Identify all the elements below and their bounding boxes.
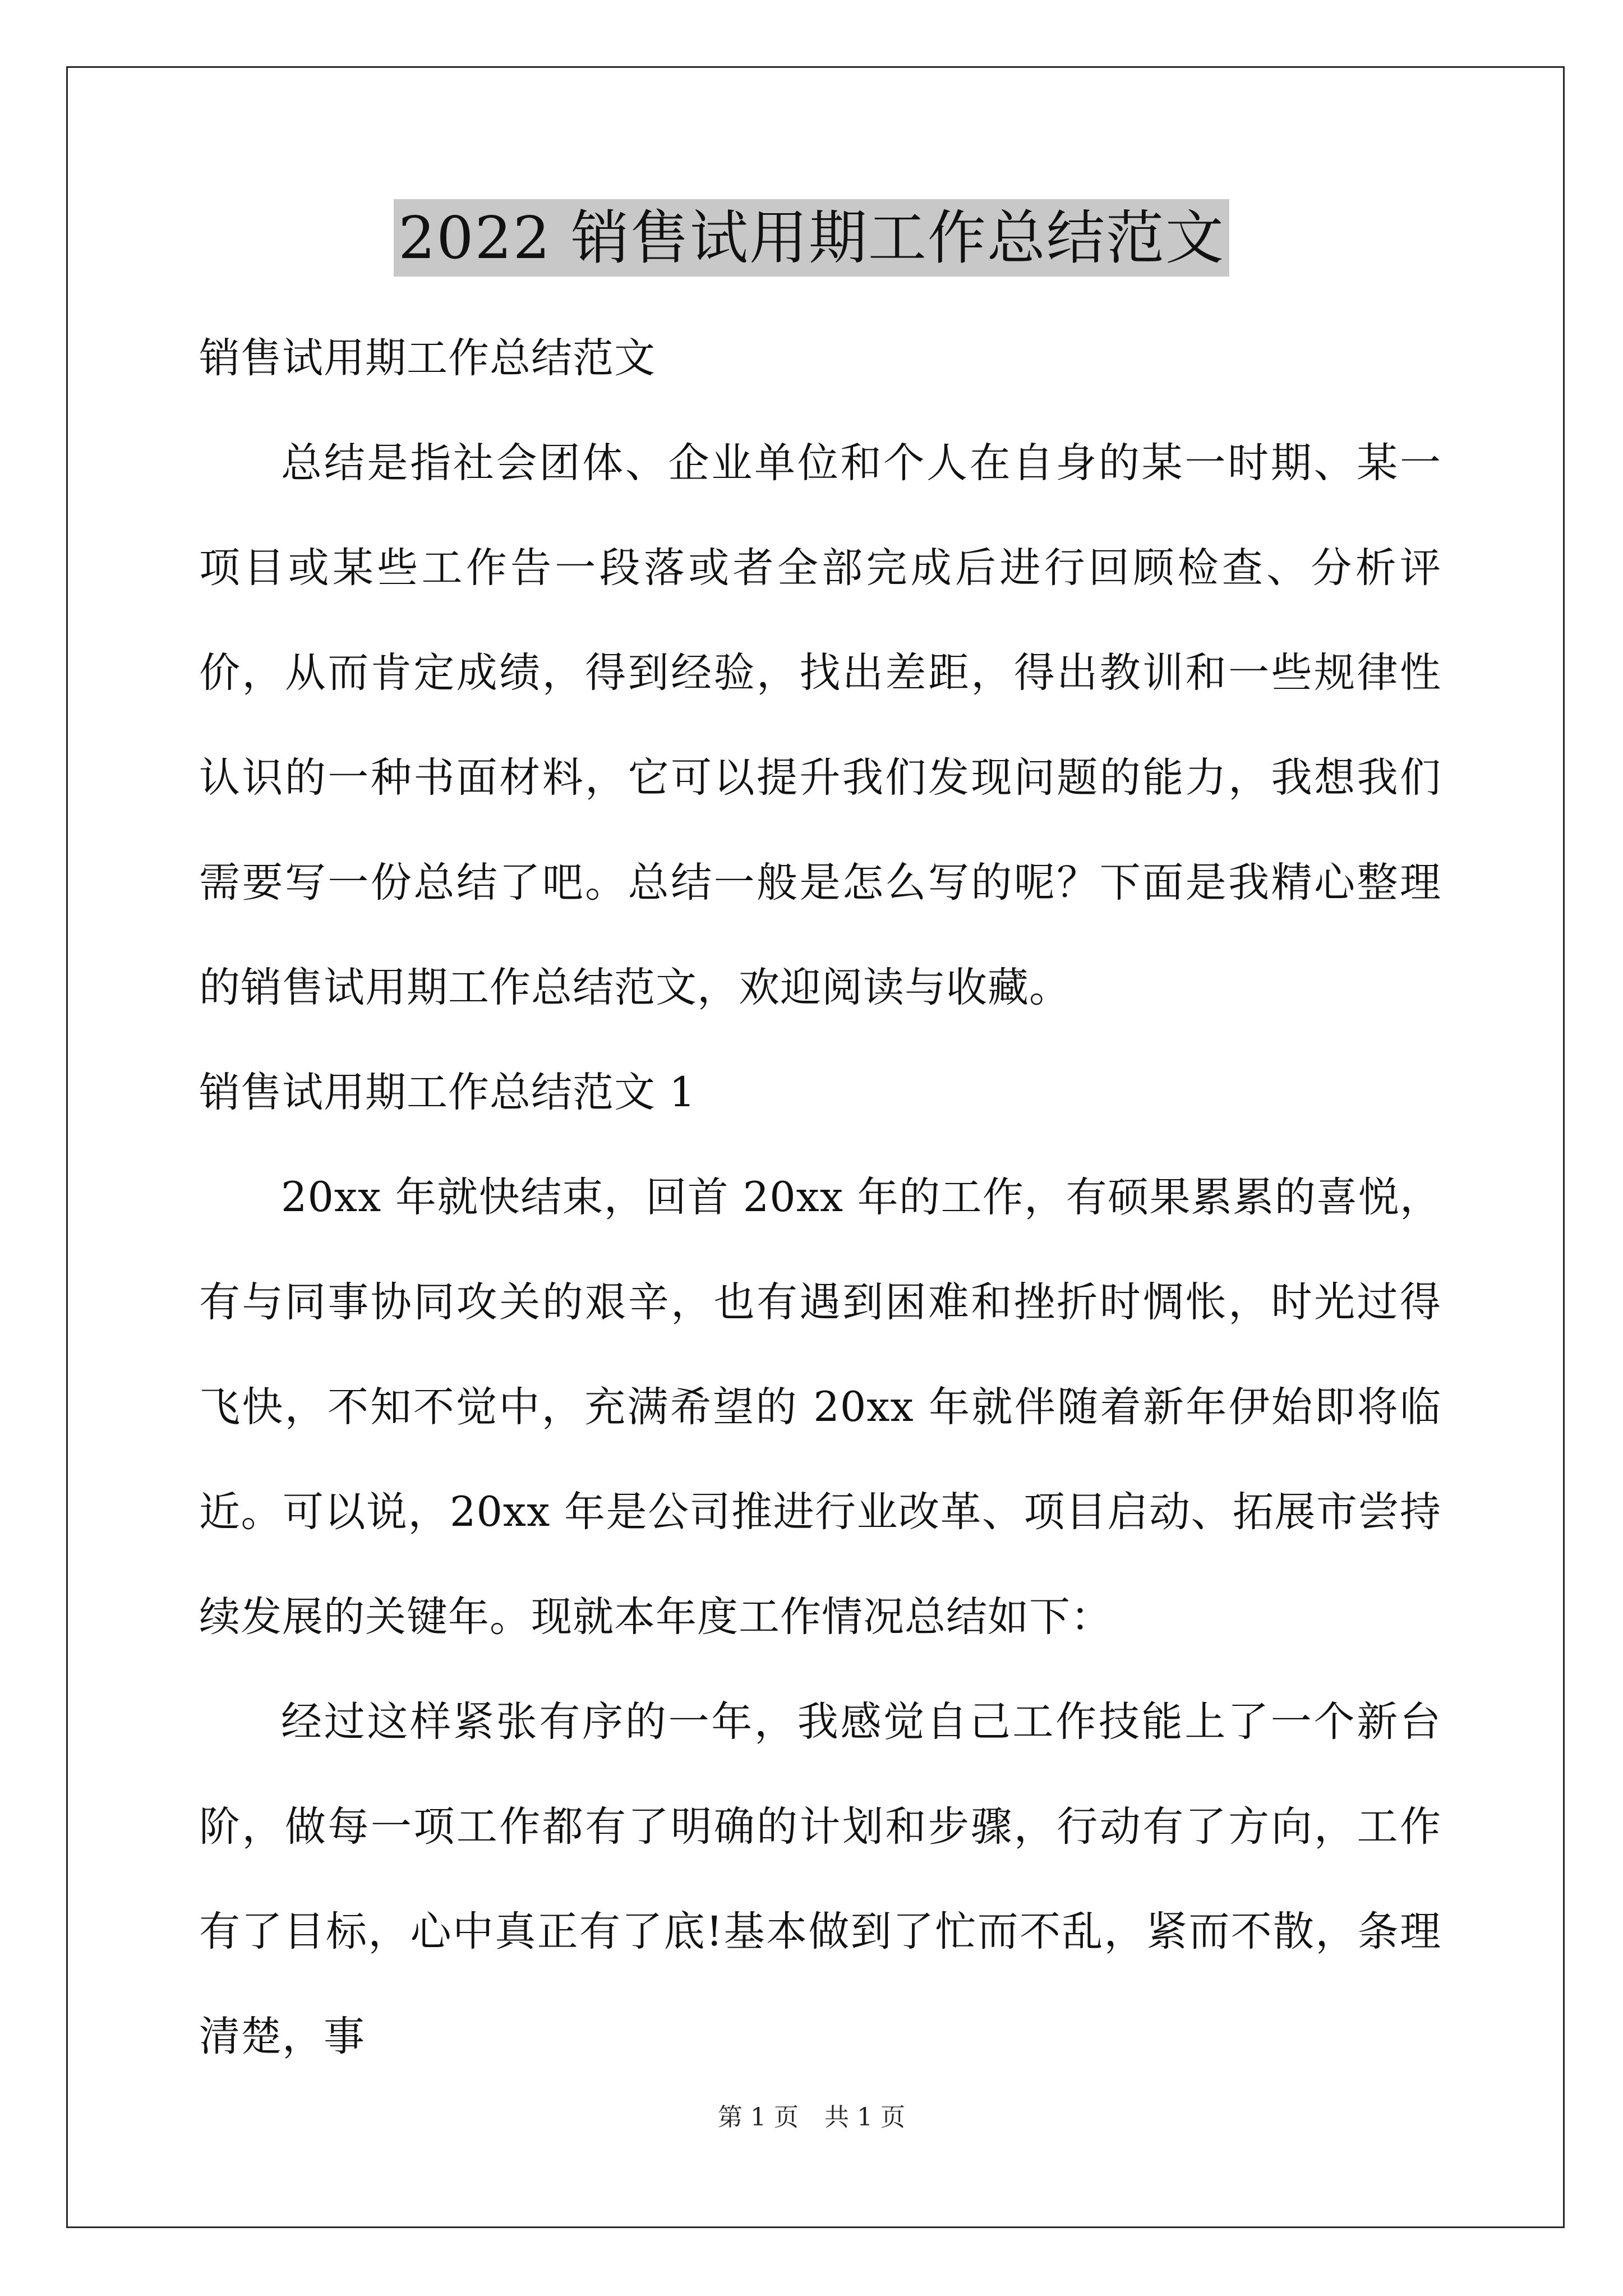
paragraph-body: 20xx 年就快结束，回首 20xx 年的工作，有硕果累累的喜悦，有与同事协同攻关的艰辛，也有遇到困难和挫折时惆怅，时光过得飞快，不知不觉中，充满希望的 20xx 年就伴随着新年伊始即将临近。可以说，20xx 年是公司推进行业改革、项目启动、拓展市尝持续发展的关键年。现就本年度工作情况总结如下： [199,1174,1441,1641]
page-footer [0,2101,1623,2134]
paragraph-subtitle: 销售试用期工作总结范文 [199,334,656,382]
title-container [0,199,1623,277]
document-title: 2022 销售试用期工作总结范文 [394,199,1229,277]
page-number-current: 第 1 页 [718,2103,799,2132]
paragraph-body: 经过这样紧张有序的一年，我感觉自己工作技能上了一个新台阶，做每一项工作都有了明确的计划和步骤，行动有了方向，工作有了目标，心中真正有了底!基本做到了忙而不乱，紧而不散，条理清楚，事 [199,1698,1441,2060]
paragraph-intro: 总结是指社会团体、企业单位和个人在自身的某一时期、某一项目或某些工作告一段落或者全部完成后进行回顾检查、分析评价，从而肯定成绩，得到经验，找出差距，得出教训和一些规律性认识的一种书面材料，它可以提升我们发现问题的能力，我想我们需要写一份总结了吧。总结一般是怎么写的呢？下面是我精心整理的销售试用期工作总结范文，欢迎阅读与收藏。 [199,439,1441,1011]
document-body [199,306,1441,2089]
paragraph-section-heading: 销售试用期工作总结范文 1 [199,1069,696,1116]
page-number-total: 共 1 页 [824,2103,905,2132]
